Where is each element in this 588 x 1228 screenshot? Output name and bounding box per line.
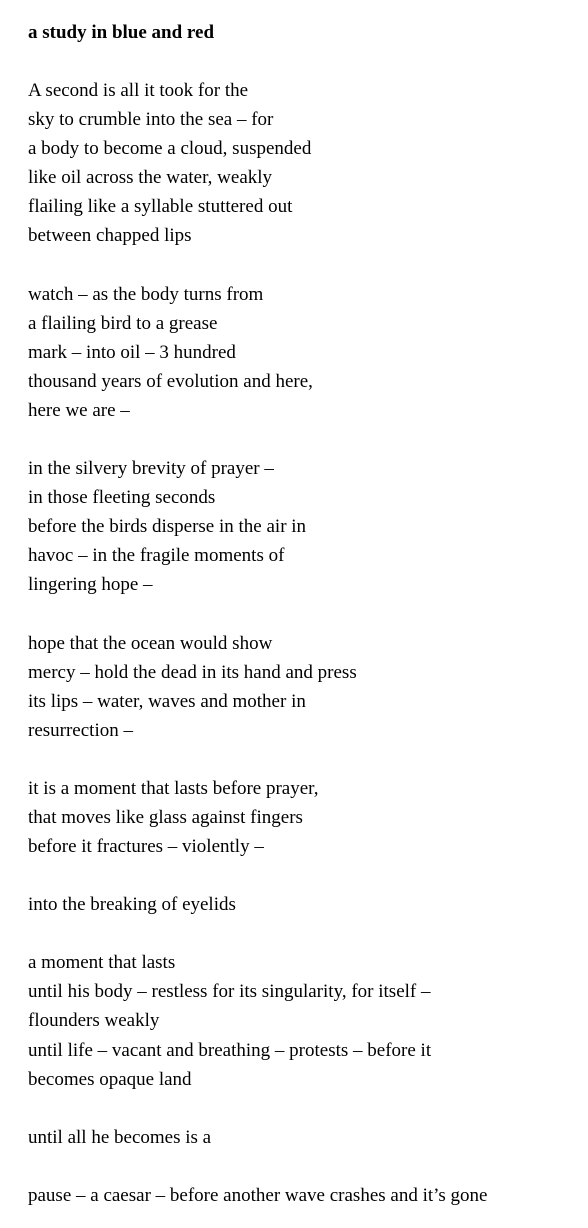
stanza-5	[28, 774, 588, 861]
poem-line: it is a moment that lasts before prayer,	[28, 777, 319, 799]
poem-line: hope that the ocean would show	[28, 632, 273, 654]
poem-line: until life – vacant and breathing – protests – before it	[28, 1039, 432, 1061]
poem-line: A second is all it took for the	[28, 80, 249, 101]
poem-line: before it fractures – violently –	[28, 836, 264, 858]
poem-line: before the birds disperse in the air in	[28, 516, 307, 538]
poem-line: mark – into oil – 3 hundred	[28, 341, 236, 363]
poem-line: like oil across the water, weakly	[28, 167, 273, 189]
poem-line: between chapped lips	[28, 225, 192, 247]
poem-line: resurrection –	[28, 719, 133, 741]
poem-line: flounders weakly	[28, 1010, 160, 1032]
poem-line: havoc – in the fragile moments of	[28, 545, 285, 567]
stanza-8	[28, 1123, 588, 1152]
poem-line: a flailing bird to a grease	[28, 312, 218, 334]
poem-line: into the breaking of eyelids	[28, 894, 236, 916]
poem-title: a study in blue and red	[28, 22, 215, 43]
poem-line: until his body – restless for its singularity, for itself –	[28, 981, 431, 1003]
poem-line: in those fleeting seconds	[28, 487, 216, 509]
poem-line: a moment that lasts	[28, 952, 176, 974]
poem-line: pause – a caesar – before another wave crashes and it’s gone	[28, 1184, 488, 1206]
poem-line: mercy – hold the dead in its hand and press	[28, 661, 357, 683]
stanza-7	[28, 948, 588, 1093]
stanza-6	[28, 890, 588, 919]
poem-line: flailing like a syllable stuttered out	[28, 196, 293, 218]
stanza-1	[28, 76, 588, 251]
stanza-4	[28, 629, 588, 745]
poem-line: sky to crumble into the sea – for	[28, 109, 274, 131]
poem-line: until all he becomes is a	[28, 1126, 212, 1148]
poem-line: thousand years of evolution and here,	[28, 370, 313, 392]
poem-line: lingering hope –	[28, 574, 153, 596]
poem-line: a body to become a cloud, suspended	[28, 138, 312, 160]
poem-line: in the silvery brevity of prayer –	[28, 458, 274, 480]
poem-line: watch – as the body turns from	[28, 283, 264, 305]
stanza-2	[28, 280, 588, 425]
poem-line: that moves like glass against fingers	[28, 806, 303, 828]
stanza-9	[28, 1181, 588, 1210]
poem-line: its lips – water, waves and mother in	[28, 690, 306, 712]
poem-line: becomes opaque land	[28, 1068, 192, 1090]
stanza-3	[28, 454, 588, 599]
poem-line: here we are –	[28, 399, 130, 421]
